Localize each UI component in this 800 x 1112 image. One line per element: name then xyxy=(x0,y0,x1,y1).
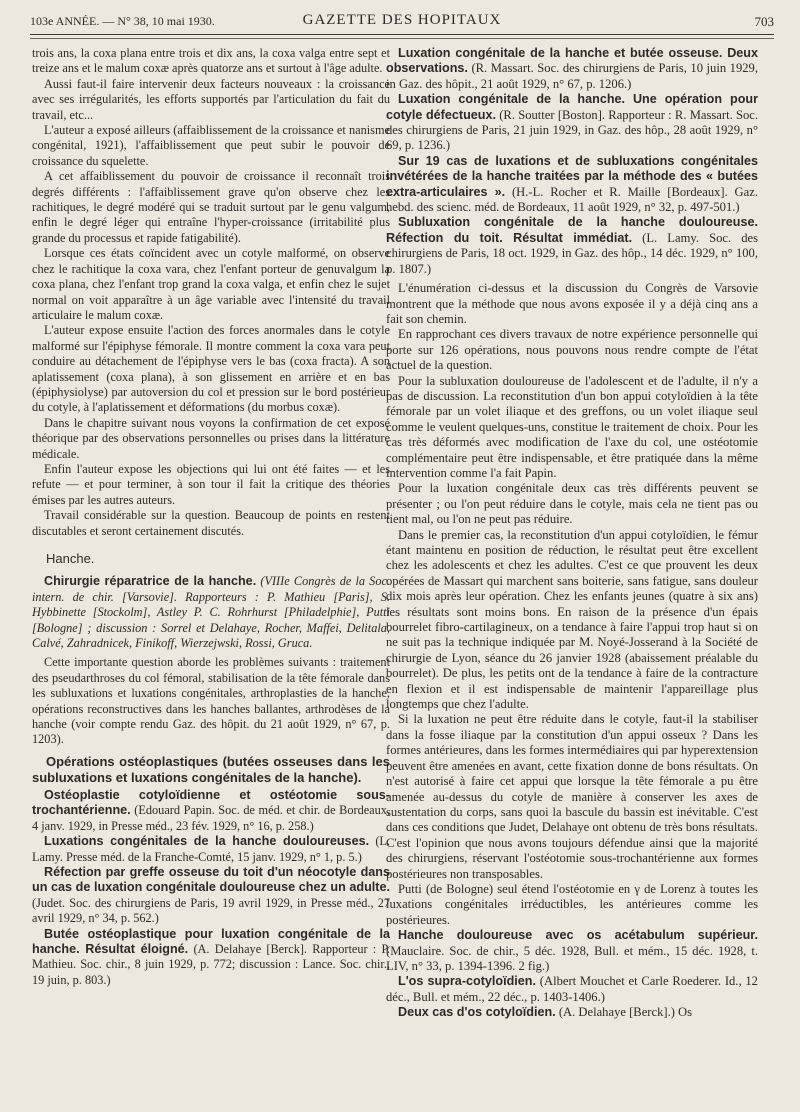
paragraph: Dans le premier cas, la reconstitution d'un appui cotyloïdien, le fémur étant maintenu en position de réduction, le résultat peut être excellent chez les adolescents et chez les adultes. C'est ce que prouvent les deux opérées de Massart qui marchent sans boiterie, sans fatigue, sans douleur dix mois après leur opération. Chez les enfants jeunes (quatre à six ans) les résultats sont moins bons. En raison de la présence d'un épais bourrelet fibro-cartilagineux, on a tendance à faire l'appui trop haut si on ne suit pas la technique indiquée par M. Noyé-Josserand à la Société de chirurgie de Lyon, séance du 26 janvier 1928 (abaissement préalable du bourrelet). De plus, les petits ont de la tendance à faire de la contracture en flexion et il est indispensable de maintenir l'appareillage plus longtemps que chez l'adulte. xyxy=(386,527,758,712)
issue-info: 103e ANNÉE. — N° 38, 10 mai 1930. xyxy=(30,14,215,28)
reference-source: (R. Soutter [Boston]. Rapporteur : R. Massart. Soc. des chirurgiens de Paris, 21 juin 1929, in Gaz. des hôp., 28 août 1929, n° 69, p. 1236.) xyxy=(386,107,758,153)
paragraph: Lorsque ces états coïncident avec un cotyle malformé, on observe chez le rachitique la coxa vara, chez l'enfant porteur de genuvalgum la coxa plana, chez l'enfant trop grand la coxa valga, et enfin chez le sujet normal on voit apparaître à un âge variable avec l'intensité du travail articulaire le malum coxæ. xyxy=(32,246,390,322)
reference-entry xyxy=(32,834,390,865)
reference-source: (R. Massart. Soc. des chirurgiens de Paris, 10 juin 1929, in Gaz. des hôpit., 21 août 1929, n° 67, p. 1206.) xyxy=(386,61,758,91)
reference-title: Hanche douloureuse avec os acétabulum supérieur. xyxy=(398,928,758,943)
page-header xyxy=(30,10,774,35)
reference-entry xyxy=(386,154,758,216)
paragraph: A cet affaiblissement du pouvoir de croissance il reconnaît trois degrés différents : l'affaiblissement grave qu'on observe chez les rachitiques, le degré modéré qui se traduit surtout par le genu valgum, enfin le degré léger qui entraîne l'hyper-croissance (irritabilité plus grande du processus et rapide fatigabilité). xyxy=(32,169,390,245)
reference-title: Luxation congénitale de la hanche. Une opération pour cotyle défectueux. xyxy=(386,92,758,122)
paragraph: Si la luxation ne peut être réduite dans le cotyle, faut-il la stabiliser dans la fosse iliaque par la constitution d'un appui osseux ? Dans les formes antérieures, dans les formes intermédiaires qui par hyperextension peuvent être amenées en avant, cette fixation donne de bons résultats. On n'est autorisé à faire cet appui que lorsque la tête fémorale a pu être amenée au-dessus du cotyle de manière à conserver les axes de sustentation du corps, sans quoi la bascule du bassin est inévitable. C'est dans ces conditions que Judet, Delahaye ont obtenu de très bons résultats. C'est l'opinion que nous avons toujours défendue ainsi que la majorité des chirurgiens, réservant l'ostéotomie sous-trochantérienne aux formes postérieures non transposables. xyxy=(386,712,758,881)
reference-title: Réfection par greffe osseuse du toit d'un néocotyle dans un cas de luxation congénitale douloureuse chez un adulte. xyxy=(32,864,390,895)
paragraph: L'auteur expose ensuite l'action des forces anormales dans le cotyle malformé sur l'épiphyse fémorale. Il montre comment la coxa vara peut conduire au détachement de l'épiphyse vers le bas (coxa fracta). A son aplatissement (coxa plana), à son glissement en arrière et en bas (épiphysiolyse) par autoversion du col et pression sur le bord postérieur du cotyle, à l'aplatissement et déformations (du morbus coxæ). xyxy=(32,323,390,415)
paragraph: En rapprochant ces divers travaux de notre expérience personnelle qui porte sur 126 opérations, nous pouvons nous rendre compte de l'état actuel de la question. xyxy=(386,327,758,373)
header-divider xyxy=(30,38,774,39)
reference-source: (A. Delahaye [Berck]. Rapporteur : P. Mathieu. Soc. chir., 8 juin 1929, p. 772; discussion : Lance. Soc. chir., 19 juin, p. 803.) xyxy=(32,941,390,987)
reference-entry xyxy=(386,1005,758,1020)
category-heading: Opérations ostéoplastiques (butées osseuses dans les subluxations et luxations congénitales de la hanche). xyxy=(32,753,390,785)
paragraph: trois ans, la coxa plana entre trois et dix ans, la coxa valga entre sept et treize ans et le malum coxæ après quatorze ans et surtout à l'âge adulte. xyxy=(32,46,390,76)
reference-title: Chirurgie réparatrice de la hanche. xyxy=(44,574,257,589)
reference-title: Subluxation congénitale de la hanche douloureuse. Réfection du toit. Résultat immédiat. xyxy=(386,215,758,245)
reference-entry xyxy=(32,927,390,989)
page-number: 703 xyxy=(754,14,774,29)
paragraph: Putti (de Bologne) seul étend l'ostéotomie en γ de Lorenz à toutes les luxations congénitales irréductibles, les antérieures comme les postérieures. xyxy=(386,881,758,927)
reference-title: Ostéoplastie cotyloïdienne et ostéotomie sous-trochantérienne. xyxy=(32,787,390,818)
left-column xyxy=(32,46,390,1104)
paragraph: Travail considérable sur la question. Beaucoup de points en restent discutables et seront certainement discutés. xyxy=(32,508,390,538)
reference-title: Luxations congénitales de la hanche douloureuses. xyxy=(44,834,370,849)
paragraph: L'auteur a exposé ailleurs (affaiblissement de la croissance et nanisme congénital, 1921), l'affaiblissement que peut subir le pouvoir de croissance du squelette. xyxy=(32,123,390,168)
journal-title: GAZETTE DES HOPITAUX xyxy=(302,12,502,28)
reference-title: Deux cas d'os cotyloïdien. xyxy=(398,1005,556,1020)
paragraph: Dans le chapitre suivant nous voyons la confirmation de cet exposé théorique par des observations personnelles ou prises dans la littérature médicale. xyxy=(32,415,390,461)
reference-entry xyxy=(32,788,390,834)
reference-source: (Judet. Soc. des chirurgiens de Paris, 19 avril 1929, in Presse méd., 27 avril 1929, n° 34, p. 562.) xyxy=(32,895,390,926)
reference-title: Luxation congénitale de la hanche et butée osseuse. Deux observations. xyxy=(386,46,758,76)
paragraph: Aussi faut-il faire intervenir deux facteurs nouveaux : la croissance avec ses irrégularités, les efforts supportés par l'articulation du fait du travail, etc... xyxy=(32,76,390,122)
section-heading: Hanche. xyxy=(46,551,95,566)
right-column xyxy=(386,46,758,1104)
paragraph: Enfin l'auteur expose les objections qui lui ont été faites — et les refute — et pour terminer, à son tour il fait la critique des théories émises par les autres auteurs. xyxy=(32,461,390,507)
reference-source: (VIIIe Congrès de la Soc. intern. de chir. [Varsovie]. Rapporteurs : P. Mathieu [Paris], S. Hybbinette [Stockolm], Astley P. C. Rohrhurst [Philadelphie], Putti [Bologne] ; discussion : Sorrel et Delahaye, Rocher, Maffei, Delitala, Calvé, Zahradnicek, Finikoff, Wierzejwski, Rossi, Gruca. xyxy=(32,574,390,651)
reference-title: Sur 19 cas de luxations et de subluxations congénitales invétérées de la hanche traitées par la méthode des « butées extra-articulaires ». xyxy=(386,153,758,199)
paragraph: Cette importante question aborde les problèmes suivants : traitement des pseudarthroses du col fémoral, stabilisation de la tête fémorale dans les subluxations et luxations congénitales, arthroplasties de la hanche, opérations reconstructives dans les hanches ballantes, arthrodèses de la hanche (voir compte rendu Gaz. des hôpit. du 21 août 1929, n° 67, p. 1203). xyxy=(32,655,390,747)
paragraph: L'énumération ci-dessus et la discussion du Congrès de Varsovie montrent que la méthode que nous avons exposée il y a déjà cinq ans a fait son chemin. xyxy=(386,281,758,326)
reference-source: (L. Lamy. Soc. des chirurgiens de Paris, 18 oct. 1929, in Gaz. des hôp., 14 déc. 1929, n° 100, p. 1807.) xyxy=(386,230,758,276)
reference-source: (Edouard Papin. Soc. de méd. et chir. de Bordeaux, 4 janv. 1929, in Presse méd., 23 fév. 1929, n° 16, p. 258.) xyxy=(32,803,390,833)
reference-entry xyxy=(32,865,390,927)
reference-entry xyxy=(386,92,758,154)
reference-source: (Mauclaire. Soc. de chir., 5 déc. 1928, Bull. et mém., 15 déc. 1928, t. LIV, n° 33, p. 1394-1396. 2 fig.) xyxy=(386,943,758,973)
paragraph: Pour la luxation congénitale deux cas très différents peuvent se présenter ; ou l'on peut réduire dans le cotyle, mais cela ne tient pas ou tient mal, ou l'on ne peut pas réduire. xyxy=(386,481,758,527)
reference-title: Butée ostéoplastique pour luxation congénitale de la hanche. Résultat éloigné. xyxy=(32,926,390,956)
reference-entry xyxy=(386,974,758,1005)
reference-source: (L. Lamy. Presse méd. de la Franche-Comté, 15 janv. 1929, n° 1, p. 5.) xyxy=(32,834,390,864)
reference-entry xyxy=(386,215,758,277)
reference-entry xyxy=(386,46,758,92)
reference-title: L'os supra-cotyloïdien. xyxy=(398,974,536,989)
reference-entry xyxy=(386,928,758,974)
reference-source: (Albert Mouchet et Carle Roederer. Id., 12 déc., Bull. et mém., 22 déc., p. 1403-1406.) xyxy=(386,974,758,1004)
reference-entry xyxy=(32,574,390,651)
reference-source: (H.-L. Rocher et R. Maille [Bordeaux]. Gaz. hebd. des scienc. méd. de Bordeaux, 11 août 1929, n° 32, p. 497-501.) xyxy=(386,184,758,215)
reference-source: (A. Delahaye [Berck].) Os xyxy=(558,1005,693,1020)
paragraph: Pour la subluxation douloureuse de l'adolescent et de l'adulte, il n'y a pas de discussion. La reconstitution d'un bon appui cotyloïdien à la tête fémorale par un volet iliaque et des greffons, ou un volet iliaque seul comme le veulent quelques-uns, constitue le traitement de choix. Pour les cas très déformés avec modification de l'axe du col, une ostéotomie complémentaire peut être indispensable, et être pratiquée dans la même intervention comme l'a fait Papin. xyxy=(386,373,758,480)
